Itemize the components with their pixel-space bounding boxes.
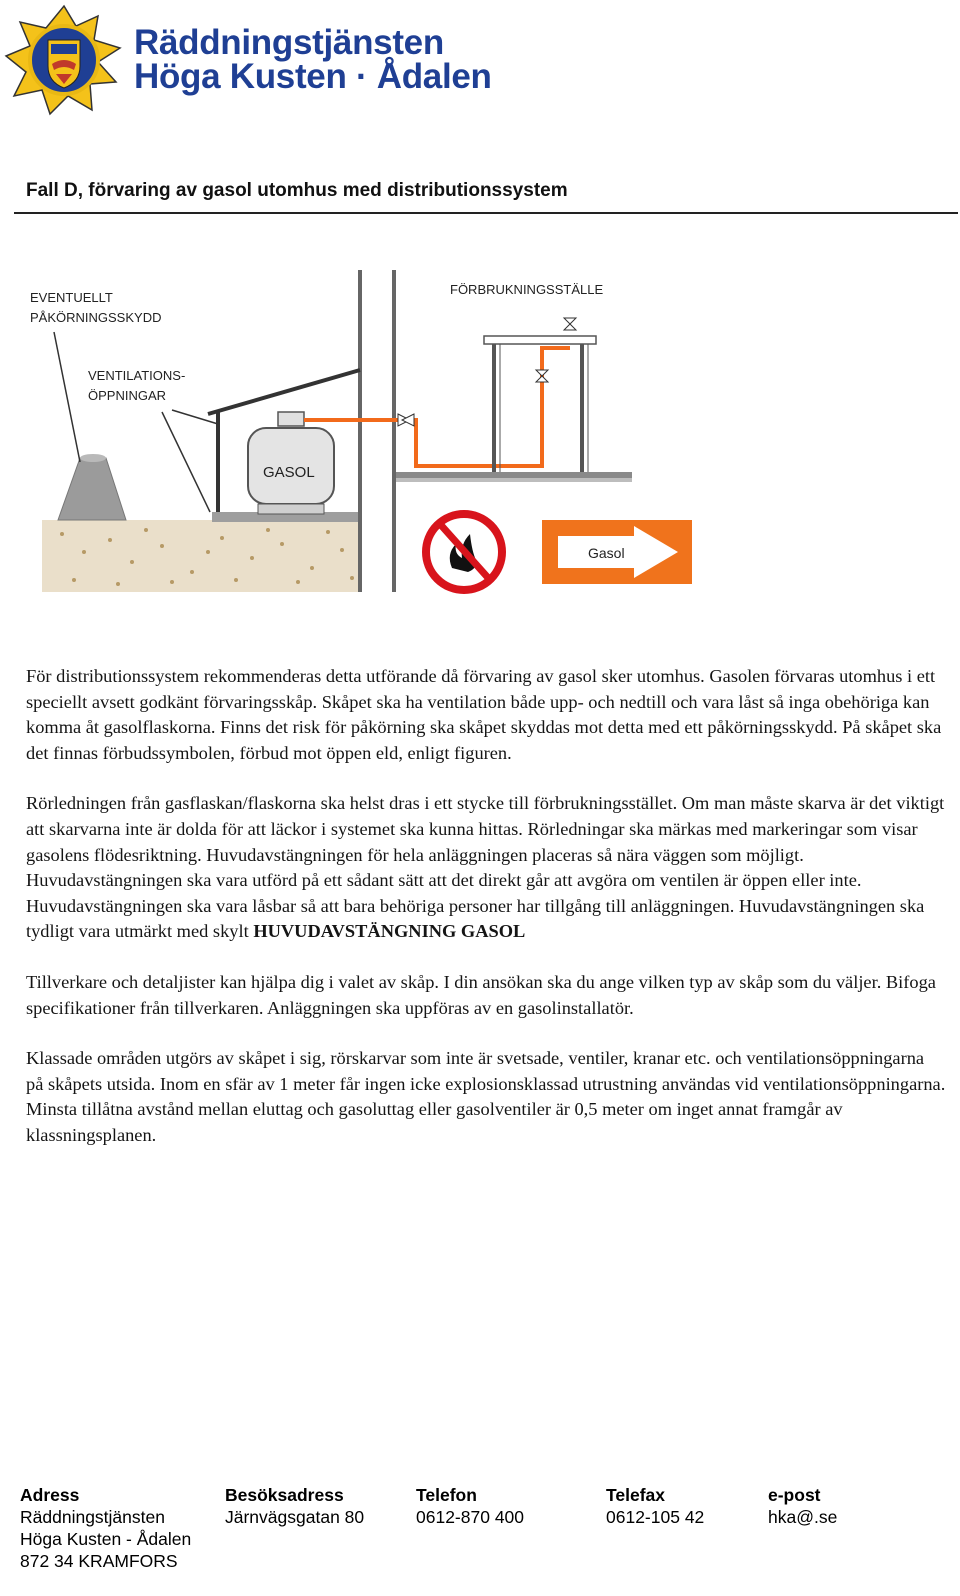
gasol-sign-label: Gasol [588,545,625,561]
footer-address-line2: Höga Kusten - Ådalen [20,1529,192,1549]
footer-address [20,1484,191,1572]
footer-fax [606,1484,704,1528]
title-divider [14,212,958,214]
page-header [0,0,960,120]
shutoff-sign-text: HUVUDAVSTÄNGNING GASOL [253,921,526,942]
organization-name [134,23,554,96]
gasol-direction-sign [542,520,692,584]
footer-visiting-address [225,1484,364,1528]
paragraph-distribution: För distributionssystem rekommenderas detta utförande då förvaring av gasol sker utomhus. Gasolen förvaras utomhus i ett speciellt avsett godkänt förvaringsskåp. Skåpet ska ha ventilation både upp- och nedtill och vara låst så inga obehöriga kan komma åt gasolflaskorna. Finns det risk för påkörning ska skåpet skyddas mot detta med ett påkörningsskydd. På skåpet ska det finnas förbudssymbolen, förbud mot öppen eld, enligt figuren. [26,666,942,763]
footer-visiting-heading: Besöksadress [225,1485,344,1505]
label-bollard-1: EVENTUELLT [30,290,113,305]
footer-email-heading: e-post [768,1485,821,1505]
label-vent-1: VENTILATIONS- [88,368,186,383]
label-consumer: FÖRBRUKNINGSSTÄLLE [450,282,604,297]
footer-fax-value: 0612-105 42 [606,1507,705,1527]
org-name-line1: Räddningstjänsten [134,23,444,62]
footer-email-value[interactable]: hka@.se [768,1507,838,1527]
label-bollard-2: PÅKÖRNINGSSKYDD [30,310,162,325]
paragraph-classified-areas: Klassade områden utgörs av skåpet i sig, rörskarvar som inte är svetsade, ventiler, kranar etc. och ventilationsöppningarna på skåpets utsida. Inom en sfär av 1 meter får ingen icke explosionsklassad utrustning användas vid ventilationsöppningarna. Minsta tillåtna avstånd mellan eluttag och gasoluttag eller gasolventiler är 0,5 meter om inget annat framgår av klassningsplanen. [26,1048,946,1145]
document-title: Fall D, förvaring av gasol utomhus med distributionssystem [26,180,568,201]
fire-service-emblem-icon [4,4,124,116]
gas-storage-diagram [22,262,706,612]
footer-phone [416,1484,524,1528]
body-text [26,664,946,1174]
no-open-flame-sign-icon [426,514,502,590]
org-name-line2: Höga Kusten · Ådalen [134,57,492,96]
footer-visiting-line1: Järnvägsgatan 80 [225,1507,365,1527]
footer-email [768,1484,837,1528]
tank-label: GASOL [263,464,315,481]
footer-phone-value: 0612-870 400 [416,1507,525,1527]
footer-address-heading: Adress [20,1485,80,1505]
paragraph-manufacturers: Tillverkare och detaljister kan hjälpa dig i valet av skåp. I din ansökan ska du ange vilken typ av skåp som du väljer. Bifoga specifikationer från tillverkaren. Anläggningen ska uppföras av en gasolinstallatör. [26,971,936,1018]
gravel-ground [42,520,362,592]
footer-address-line3: 872 34 KRAMFORS [20,1551,178,1571]
paragraph-piping [26,791,946,945]
footer-fax-heading: Telefax [606,1485,666,1505]
paragraph-piping-text: Rörledningen från gasflaskan/flaskorna ska helst dras i ett stycke till förbrukningsstället. Om man måste skarva är det viktigt att skarvarna inte är dolda för att läckor i systemet ska kunna hittas. Rörledningar ska märkas med markeringar som visar gasolens flödesriktning. Huvudavstängningen för hela anläggningen placeras så nära väggen som möjligt. Huvudavstängningen ska vara utförd på ett sådant sätt att det direkt går att avgöra om ventilen är öppen eller inte. Huvudavstängningen ska vara låsbar så att bara behöriga personer har tillgång till anläggningen. Huvudavstängningen ska tydligt vara utmärkt med skylt [26,793,945,942]
label-vent-2: ÖPPNINGAR [88,388,167,403]
footer-phone-heading: Telefon [416,1485,477,1505]
footer-address-line1: Räddningstjänsten [20,1507,165,1527]
